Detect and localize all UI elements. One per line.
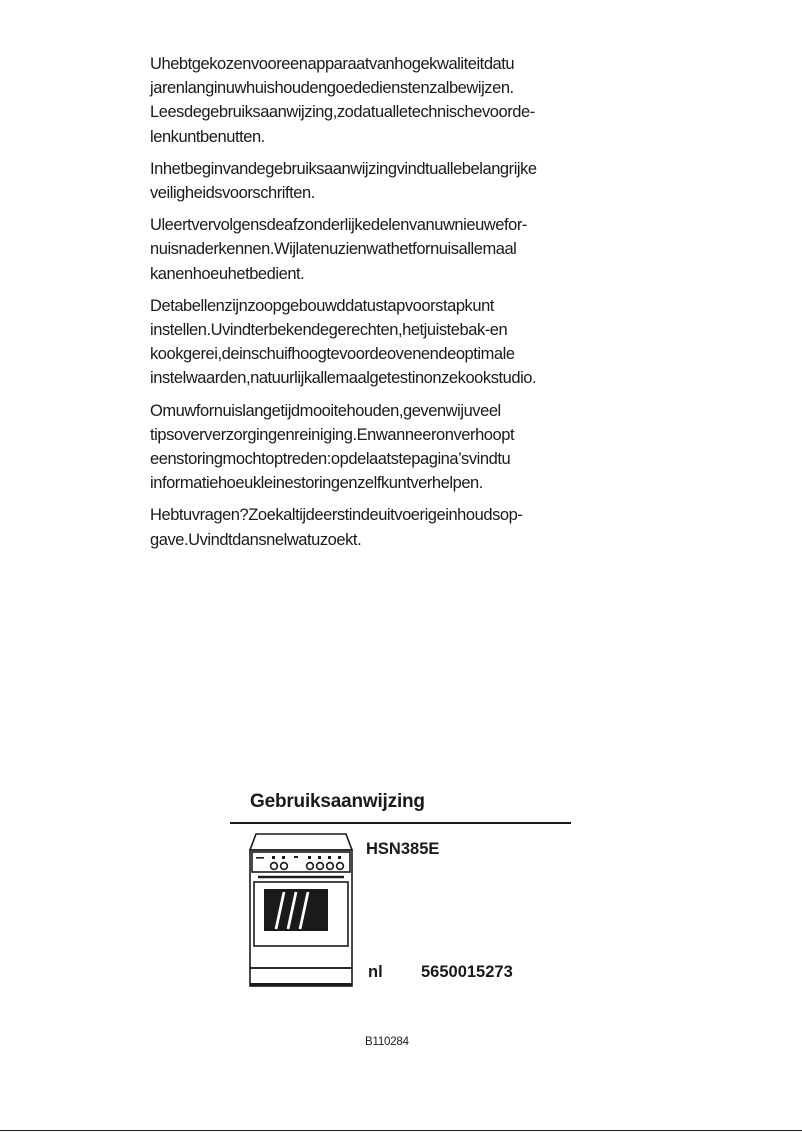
language-code: nl — [368, 963, 383, 981]
intro-paragraph-2: Inhetbeginvandegebruiksaanwijzingvindtuallebelangrijke veiligheidsvoorschriften. — [150, 159, 537, 203]
print-code: B110284 — [365, 1036, 409, 1048]
title-divider — [230, 822, 571, 824]
page-bottom-rule — [0, 1130, 802, 1131]
intro-paragraph-1: Uhebtgekozenvooreenapparaatvanhogekwaliteitdatu jarenlanginuwhuishoudengoededienstenzalbewijzen. Leesdegebruiksaanwijzing,zodatualletechnischevoorde- lenkuntbenutten. — [150, 55, 535, 146]
intro-text — [150, 52, 620, 560]
intro-paragraph-4: Detabellenzijnzoopgebouwddatustapvoorstapkunt instellen.Uvindterbekendegerechten,hetjuistebak-en kookgerei,deinschuifhoogtevoordeovenendeoptimale instelwaarden,natuurlijkallemaalgetestinonzekookstudio. — [150, 296, 537, 388]
intro-paragraph-5: Omuwfornuislangetijdmooitehouden,gevenwijuveel tipsoververzorgingenreiniging.Enwanneeronverhoopt eenstoringmochtoptreden:opdelaatstepagina’svindtu informatiehoeukleinestoringenzelfkuntverhelpen. — [150, 401, 515, 493]
document-number: 5650015273 — [421, 963, 513, 981]
intro-paragraph-6: Hebtuvragen?Zoekaltijdeerstindeuitvoerigeinhoudsop- gave.Uvindtdansnelwatuzoekt. — [150, 506, 523, 549]
model-number: HSN385E — [366, 840, 440, 858]
cooker-illustration — [246, 832, 356, 988]
intro-paragraph-3: Uleertvervolgensdeafzonderlijkedelenvanuwnieuwefor- nuisnaderkennen.Wijlatenuzienwathetfornuisallemaal kanenhoeuhetbedient. — [150, 216, 527, 283]
manual-title: Gebruiksaanwijzing — [250, 791, 425, 812]
